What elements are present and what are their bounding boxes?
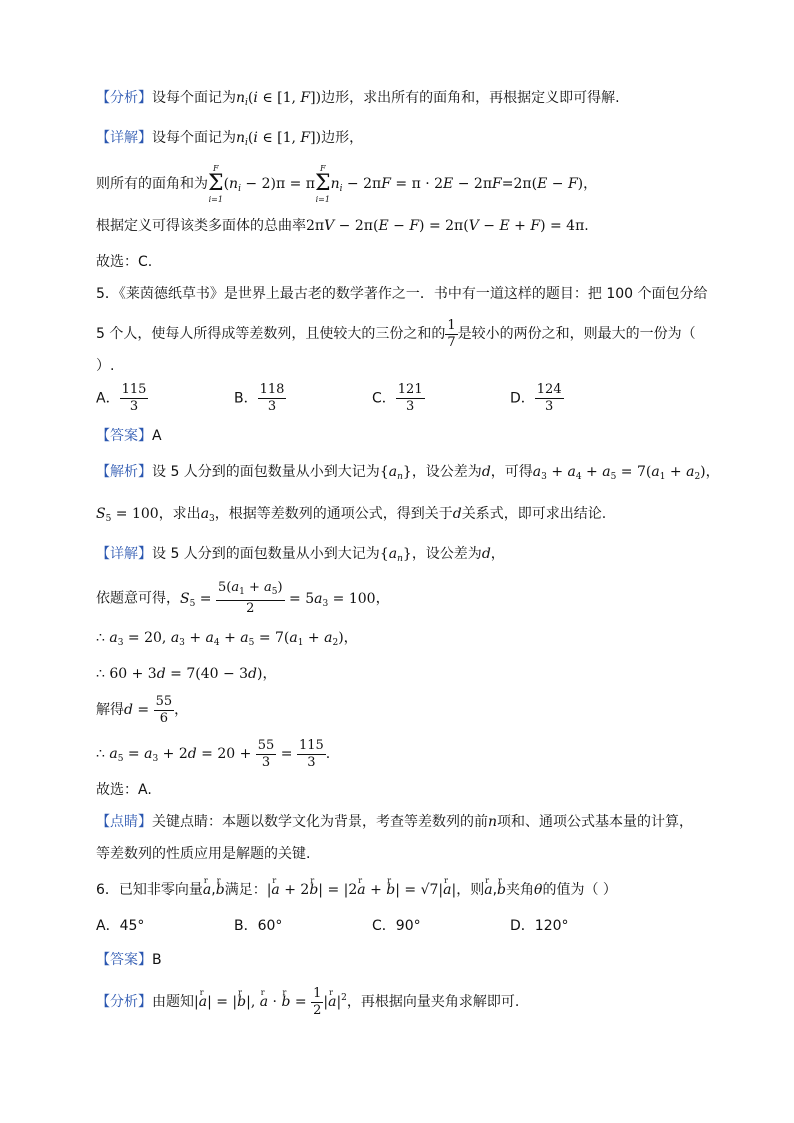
detail-tag: 【详解】 bbox=[96, 130, 152, 146]
q5-stem-3: ）. bbox=[96, 358, 115, 374]
q6-option-c[interactable]: C．90° bbox=[372, 918, 421, 934]
q5-choose: 故选：A. bbox=[96, 782, 152, 798]
q5-option-d[interactable]: D． $\frac{124}{3}$ bbox=[510, 382, 562, 414]
q6-analysis: 【分析】由题知|r a| = |r b|, r a · r b = $\frac{1}{2}$ |r $a|^2$，再根据向量夹角求解即可. bbox=[96, 980, 519, 1020]
q5-tip-1: 【点睛】关键点睛：本题以数学文化为背景，考查等差数列的前n项和、通项公式基本量的计算， bbox=[96, 814, 694, 830]
q5-detail-5: 解得d = $\frac{55}{6}$ ， bbox=[96, 693, 189, 726]
q5-option-a[interactable]: A． $\frac{115}{3}$ bbox=[96, 382, 147, 414]
q5-stem-1: 5．《莱茵德纸草书》是世界上最古老的数学著作之一．书中有一道这样的题目：把 100 个面包分给 bbox=[96, 286, 708, 302]
q5-options bbox=[96, 382, 696, 420]
choose-line: 故选：C. bbox=[96, 254, 153, 270]
curvature-line: 根据定义可得该类多面体的总曲率2πV − 2π(E − F) = 2π(V − E + F) = 4π. bbox=[96, 218, 589, 234]
q5-detail-2: 依题意可得，$S_5$ = $\frac{5(a_1 + a_5)}{2}$ = $5a_3 = 100$， bbox=[96, 580, 390, 616]
q5-detail-4: ∴ 60 + 3d = 7(40 − 3d)， bbox=[96, 666, 277, 682]
q5-detail-1: 【详解】设 5 人分到的面包数量从小到大记为$\{a_n\}$，设公差为d， bbox=[96, 546, 505, 564]
q6-option-d[interactable]: D．120° bbox=[510, 918, 569, 934]
q5-answer: 【答案】A bbox=[96, 428, 162, 444]
q5-option-b[interactable]: B． $\frac{118}{3}$ bbox=[234, 382, 285, 414]
sum-formula-line: 则所有的面角和为 F Σ i=1 $(n_i - 2)\pi = \pi$ F Σ i=1 $n_i - 2\pi F = \pi \cdot 2E - 2\pi F=2\pi(E - F)$， bbox=[96, 164, 598, 204]
q6-answer: 【答案】B bbox=[96, 952, 162, 968]
detail-line: 【详解】设每个面记为$n_i(i$ ∈ [1, F])边形， bbox=[96, 130, 364, 148]
q5-parse-2: $S_5 = 100$，求出$a_3$，根据等差数列的通项公式，得到关于d关系式，即可求出结论. bbox=[96, 506, 607, 524]
q5-detail-3: ∴ $a_3 = 20$, $a_3 + a_4 + a_5 = 7(a_1 + a_2)$， bbox=[96, 630, 358, 648]
q6-options bbox=[96, 916, 696, 936]
analysis-line: 【分析】设每个面记为$n_i(i$ ∈ [1, F])边形，求出所有的面角和，再根据定义即可得解. bbox=[96, 90, 620, 108]
q6-option-a[interactable]: A．45° bbox=[96, 918, 145, 934]
q5-parse-1: 【解析】设 5 人分到的面包数量从小到大记为$\{a_n\}$，设公差为d，可得$a_3 + a_4 + a_5 = 7(a_1 + a_2)$， bbox=[96, 464, 720, 482]
analysis-tag: 【分析】 bbox=[96, 90, 152, 106]
q5-stem-2: 5 个人，使每人所得成等差数列，且使较大的三份之和的 $\frac{1}{7}$ 是较小的两份之和，则最大的一份为（ bbox=[96, 317, 696, 350]
q6-option-b[interactable]: B．60° bbox=[234, 918, 283, 934]
q5-option-c[interactable]: C． $\frac{121}{3}$ bbox=[372, 382, 423, 414]
q6-stem: 6．已知非零向量r a,r b满足：|r a + 2r b| = |2r a + r b| = √7|r a|，则r a,r b夹角θ的值为（ ） bbox=[96, 880, 617, 900]
q5-detail-6: ∴ $a_5 = a_3 + 2d = 20$ + $\frac{55}{3}$ = $\frac{115}{3}$ . bbox=[96, 737, 331, 770]
q5-tip-2: 等差数列的性质应用是解题的关键. bbox=[96, 846, 311, 862]
